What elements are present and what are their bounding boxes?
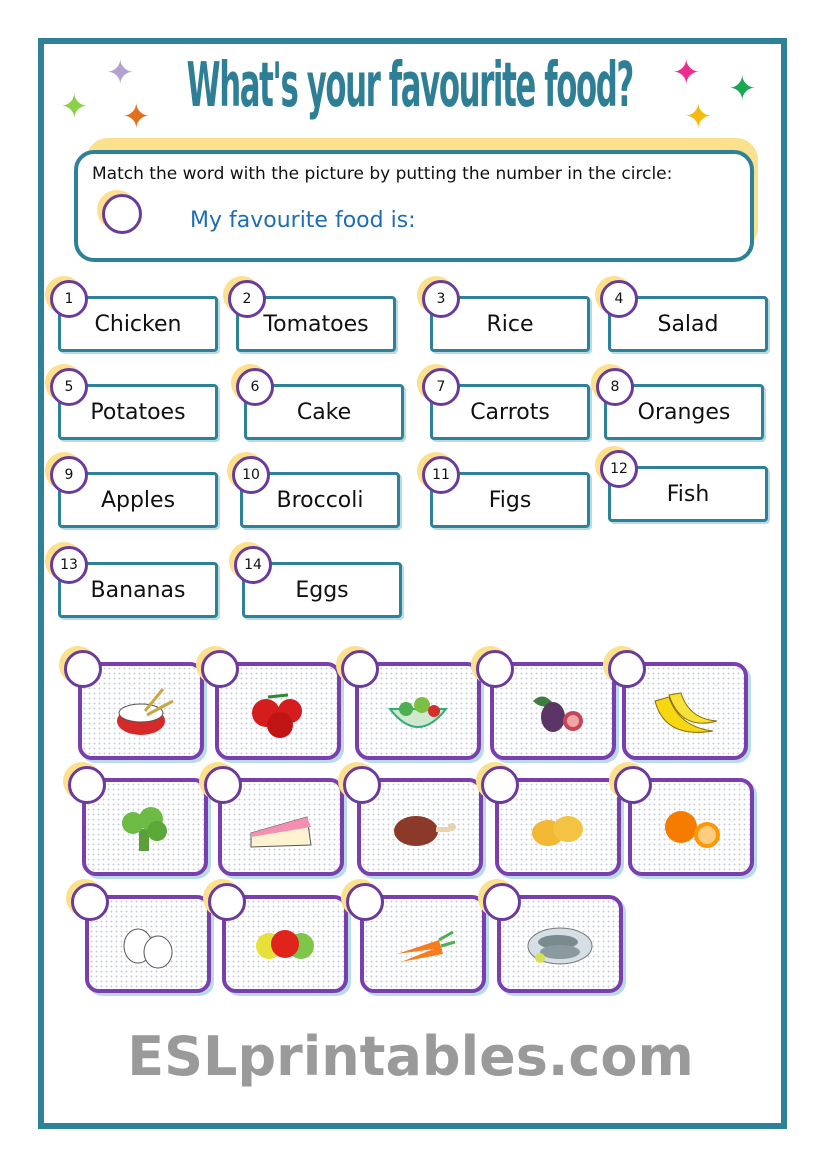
number-circle: 11 — [422, 456, 460, 494]
word-label: Eggs — [295, 577, 349, 603]
instruction-text: Match the word with the picture by putting the number in the circle: — [92, 164, 673, 184]
fish-icon — [520, 914, 600, 974]
word-label: Figs — [488, 487, 532, 513]
number-circle: 8 — [596, 368, 634, 406]
number-circle: 6 — [236, 368, 274, 406]
word-label: Chicken — [94, 311, 182, 337]
answer-circle[interactable] — [476, 650, 514, 688]
tomatoes-icon — [238, 681, 318, 741]
favourite-answer-circle[interactable] — [102, 194, 142, 234]
chicken-icon — [380, 797, 460, 857]
bananas-icon — [645, 681, 725, 741]
word-label: Broccoli — [276, 487, 364, 513]
apples-icon — [245, 914, 325, 974]
answer-circle[interactable] — [204, 766, 242, 804]
star-icon: ✦ — [684, 97, 713, 137]
answer-circle[interactable] — [614, 766, 652, 804]
eggs-icon — [108, 914, 188, 974]
favourite-food-prompt: My favourite food is: — [190, 208, 416, 233]
carrots-icon — [383, 914, 463, 974]
title-container — [160, 50, 660, 130]
answer-circle[interactable] — [71, 883, 109, 921]
answer-circle[interactable] — [68, 766, 106, 804]
star-icon: ✦ — [672, 53, 701, 93]
word-label: Salad — [657, 311, 719, 337]
star-icon: ✦ — [122, 97, 151, 137]
word-label: Apples — [100, 487, 176, 513]
answer-circle[interactable] — [64, 650, 102, 688]
word-label: Rice — [486, 311, 534, 337]
broccoli-icon — [105, 797, 185, 857]
star-icon: ✦ — [728, 69, 757, 109]
word-label: Potatoes — [90, 399, 186, 425]
number-circle: 13 — [50, 546, 88, 584]
number-circle: 3 — [422, 280, 460, 318]
number-circle: 4 — [600, 280, 638, 318]
word-label: Oranges — [637, 399, 731, 425]
rice-icon — [101, 681, 181, 741]
number-circle: 7 — [422, 368, 460, 406]
number-circle: 2 — [228, 280, 266, 318]
number-circle: 10 — [232, 456, 270, 494]
number-circle: 14 — [234, 546, 272, 584]
number-circle: 12 — [600, 450, 638, 488]
salad-icon — [378, 681, 458, 741]
watermark: ESLprintables.com — [127, 1025, 694, 1088]
star-icon: ✦ — [60, 87, 89, 127]
answer-circle[interactable] — [481, 766, 519, 804]
number-circle: 9 — [50, 456, 88, 494]
star-icon: ✦ — [106, 53, 135, 93]
figs-icon — [513, 681, 593, 741]
word-label: Bananas — [90, 577, 186, 603]
cake-icon — [241, 797, 321, 857]
word-label: Carrots — [470, 399, 550, 425]
answer-circle[interactable] — [343, 766, 381, 804]
word-label: Fish — [666, 481, 710, 507]
page-title: What's your favourite food? — [186, 50, 634, 122]
answer-circle[interactable] — [208, 883, 246, 921]
answer-circle[interactable] — [341, 650, 379, 688]
number-circle: 5 — [50, 368, 88, 406]
answer-circle[interactable] — [608, 650, 646, 688]
word-label: Cake — [296, 399, 352, 425]
potatoes-icon — [518, 797, 598, 857]
answer-circle[interactable] — [483, 883, 521, 921]
number-circle: 1 — [50, 280, 88, 318]
answer-circle[interactable] — [346, 883, 384, 921]
oranges-icon — [651, 797, 731, 857]
word-label: Tomatoes — [263, 311, 369, 337]
answer-circle[interactable] — [201, 650, 239, 688]
